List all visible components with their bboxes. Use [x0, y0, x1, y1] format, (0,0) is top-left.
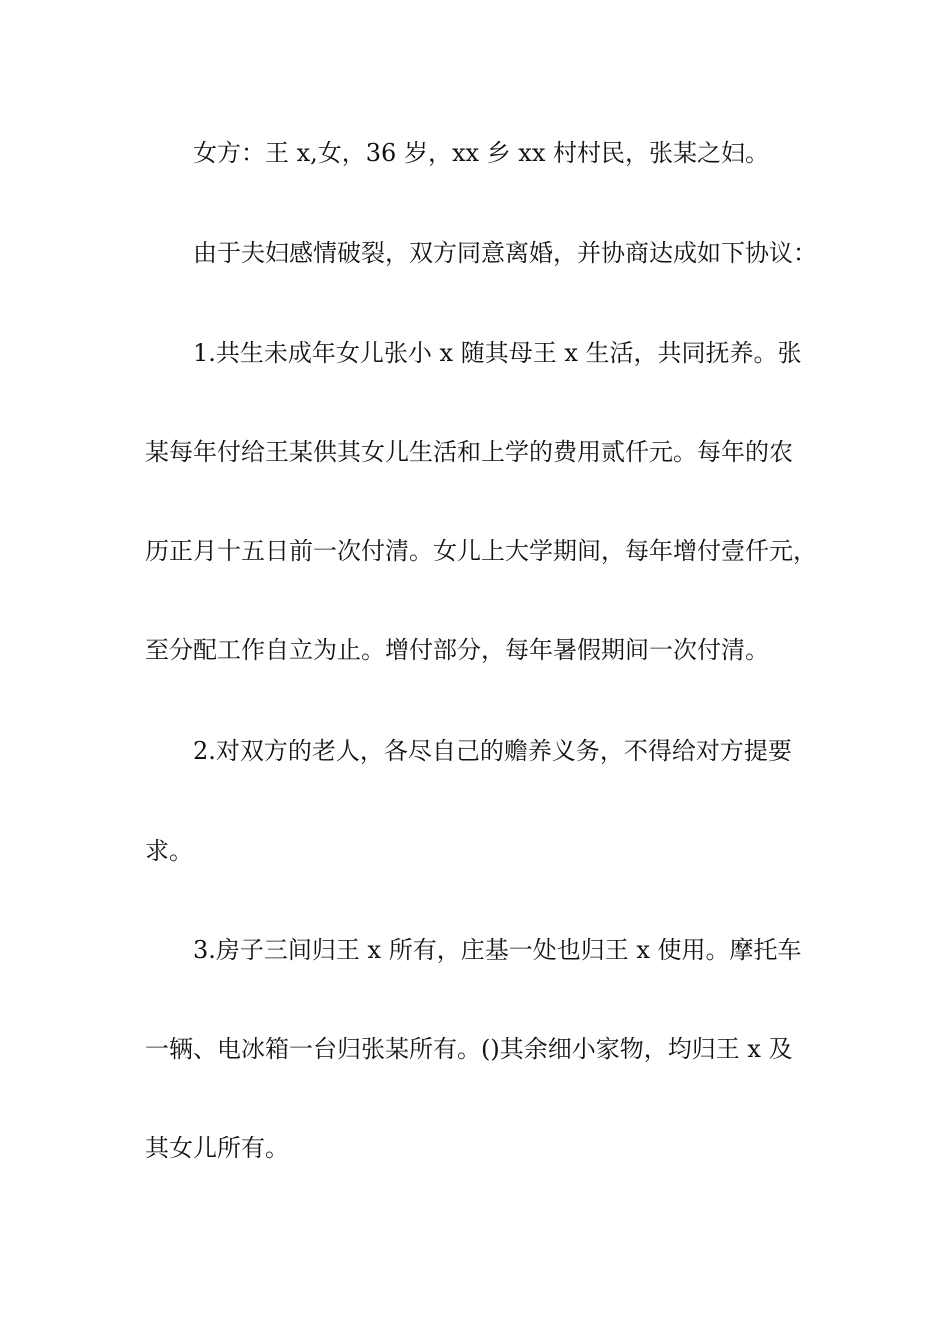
clause-1-line-3: 历正月十五日前一次付清。女儿上大学期间，每年增付壹仟元，	[145, 537, 817, 565]
clause-1-line-2: 某每年付给王某供其女儿生活和上学的费用贰仟元。每年的农	[145, 438, 793, 466]
clause-3-line-2: 一辆、电冰箱一台归张某所有。()其余细小家物，均归王 x 及	[145, 1035, 793, 1063]
clause-2-line-1: 2.对双方的老人，各尽自己的赡养义务，不得给对方提要	[193, 737, 792, 765]
clause-2-line-2: 求。	[145, 837, 193, 865]
clause-3-line-1: 3.房子三间归王 x 所有，庄基一处也归王 x 使用。摩托车	[193, 936, 802, 964]
clause-1-line-4: 至分配工作自立为止。增付部分，每年暑假期间一次付清。	[145, 636, 769, 664]
clause-1-line-1: 1.共生未成年女儿张小 x 随其母王 x 生活，共同抚养。张	[193, 339, 802, 367]
party-female-line: 女方：王 x,女，36 岁，xx 乡 xx 村村民，张某之妇。	[193, 139, 769, 167]
agreement-intro-line: 由于夫妇感情破裂，双方同意离婚，并协商达成如下协议：	[193, 239, 817, 267]
clause-3-line-3: 其女儿所有。	[145, 1134, 289, 1162]
